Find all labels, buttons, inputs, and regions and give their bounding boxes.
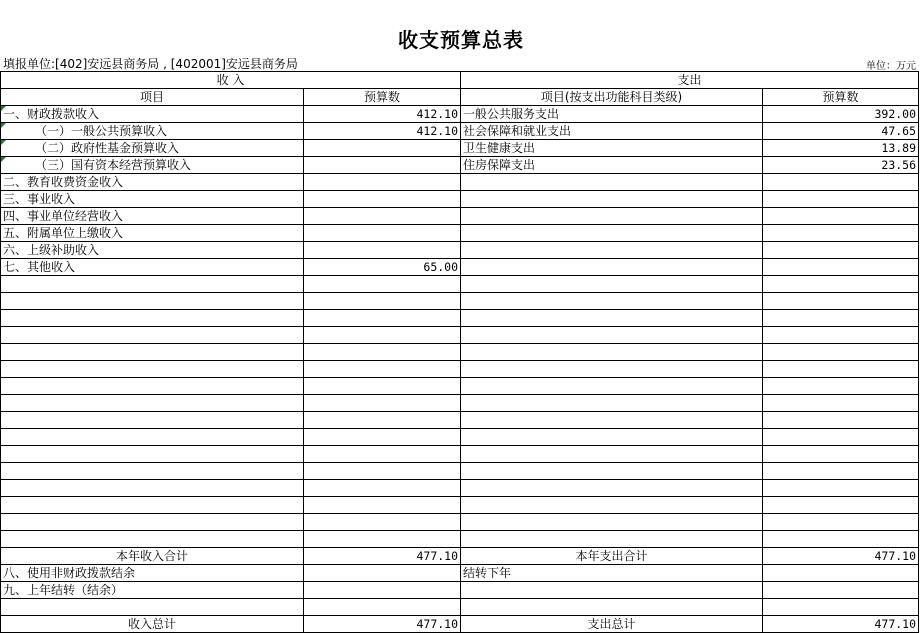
expense-amount-cell: [763, 174, 919, 191]
table-row: [1, 140, 919, 157]
empty-cell: [304, 293, 461, 310]
income-year-total-label: 本年收入合计: [1, 548, 304, 565]
empty-row: [1, 429, 919, 446]
empty-cell: [304, 310, 461, 327]
expense-item-cell: [461, 174, 763, 191]
empty-cell: [461, 327, 763, 344]
table-row: [1, 225, 919, 242]
empty-row: [1, 310, 919, 327]
income-item-cell: 三、事业收入: [1, 191, 304, 208]
page-title: 收支预算总表: [398, 28, 524, 52]
empty-cell: [461, 293, 763, 310]
empty-cell: [763, 344, 919, 361]
empty-cell: [304, 514, 461, 531]
empty-cell: [1, 293, 304, 310]
summary-row: [1, 599, 919, 616]
currency-unit: 单位：万元: [866, 61, 916, 72]
empty-cell: [763, 497, 919, 514]
empty-cell: [461, 344, 763, 361]
empty-cell: [763, 395, 919, 412]
empty-cell: [763, 514, 919, 531]
empty-cell: [304, 480, 461, 497]
income-amount-cell: 412.10: [304, 106, 461, 123]
income-amount-cell: [304, 208, 461, 225]
table-row: [1, 191, 919, 208]
expense-amount-cell: 392.00: [763, 106, 919, 123]
empty-cell: [461, 582, 763, 599]
empty-row: [1, 412, 919, 429]
empty-cell: [1, 378, 304, 395]
empty-cell: [763, 378, 919, 395]
summary-row: [1, 565, 919, 582]
empty-cell: [763, 446, 919, 463]
empty-cell: [304, 395, 461, 412]
expense-item-cell: [461, 259, 763, 276]
empty-cell: [304, 412, 461, 429]
empty-row: [1, 378, 919, 395]
empty-cell: [304, 344, 461, 361]
empty-cell: [763, 276, 919, 293]
empty-row: [1, 497, 919, 514]
income-item-cell: 七、其他收入: [1, 259, 304, 276]
empty-cell: [763, 361, 919, 378]
empty-row: [1, 327, 919, 344]
empty-row: [1, 344, 919, 361]
table-row: [1, 106, 919, 123]
expense-amount-cell: [763, 225, 919, 242]
income-amount-cell: [304, 242, 461, 259]
expense-item-cell: 卫生健康支出: [461, 140, 763, 157]
empty-cell: [304, 327, 461, 344]
empty-cell: [304, 446, 461, 463]
table-row: [1, 208, 919, 225]
empty-row: [1, 531, 919, 548]
expense-header: 支出: [461, 72, 919, 89]
empty-cell: [461, 480, 763, 497]
empty-cell: [461, 361, 763, 378]
expense-item-header: 项目(按支出功能科目类级): [461, 89, 763, 106]
empty-cell: [461, 514, 763, 531]
empty-cell: [763, 310, 919, 327]
empty-cell: [461, 429, 763, 446]
expense-item-cell: [461, 242, 763, 259]
expense-year-total-amount: 477.10: [763, 548, 919, 565]
empty-cell: [763, 463, 919, 480]
income-item-cell: 一、财政拨款收入: [1, 106, 304, 123]
income-amount-cell: [304, 157, 461, 174]
summary-row: [1, 582, 919, 599]
empty-cell: [1, 429, 304, 446]
expense-item-cell: [461, 208, 763, 225]
empty-cell: [304, 276, 461, 293]
expense-amount-cell: [763, 242, 919, 259]
expense-item-cell: 住房保障支出: [461, 157, 763, 174]
empty-cell: [763, 293, 919, 310]
income-item-cell: （二）政府性基金预算收入: [1, 140, 304, 157]
table-row: [1, 242, 919, 259]
carry-8-label: 八、使用非财政拨款结余: [1, 565, 304, 582]
empty-cell: [1, 344, 304, 361]
income-amount-cell: 412.10: [304, 123, 461, 140]
carry-next-label: 结转下年: [461, 565, 763, 582]
income-grand-total-label: 收入总计: [1, 616, 304, 633]
empty-cell: [1, 446, 304, 463]
carry-8-amount: [304, 565, 461, 582]
expense-item-cell: [461, 225, 763, 242]
expense-item-cell: 一般公共服务支出: [461, 106, 763, 123]
empty-cell: [763, 531, 919, 548]
empty-cell: [1, 412, 304, 429]
expense-amount-cell: 47.65: [763, 123, 919, 140]
summary-row: [1, 616, 919, 633]
expense-grand-total-label: 支出总计: [461, 616, 763, 633]
empty-cell: [461, 395, 763, 412]
carry-next-amount: [763, 565, 919, 582]
empty-cell: [1, 327, 304, 344]
expense-amount-cell: [763, 259, 919, 276]
empty-cell: [461, 276, 763, 293]
filler-unit: 填报单位:[402]安远县商务局 , [402001]安远县商务局: [3, 57, 298, 71]
income-year-total-amount: 477.10: [304, 548, 461, 565]
empty-cell: [1, 395, 304, 412]
empty-cell: [461, 446, 763, 463]
expense-amount-header: 预算数: [763, 89, 919, 106]
income-amount-cell: 65.00: [304, 259, 461, 276]
empty-cell: [1, 480, 304, 497]
column-header-row: [1, 89, 919, 106]
section-header-row: [1, 72, 919, 89]
empty-row: [1, 514, 919, 531]
expense-amount-cell: 23.56: [763, 157, 919, 174]
empty-cell: [763, 429, 919, 446]
carry-9-amount: [304, 582, 461, 599]
empty-cell: [1, 514, 304, 531]
empty-cell: [304, 463, 461, 480]
table-row: [1, 259, 919, 276]
empty-cell: [304, 361, 461, 378]
table-row: [1, 174, 919, 191]
expense-item-cell: 社会保障和就业支出: [461, 123, 763, 140]
empty-cell: [304, 599, 461, 616]
expense-grand-total-amount: 477.10: [763, 616, 919, 633]
empty-row: [1, 293, 919, 310]
empty-cell: [1, 599, 304, 616]
income-item-cell: 二、教育收费资金收入: [1, 174, 304, 191]
empty-row: [1, 463, 919, 480]
income-item-cell: 五、附属单位上缴收入: [1, 225, 304, 242]
income-item-header: 项目: [1, 89, 304, 106]
summary-row: [1, 548, 919, 565]
table-row: [1, 123, 919, 140]
carry-9-label: 九、上年结转（结余）: [1, 582, 304, 599]
empty-cell: [763, 599, 919, 616]
empty-row: [1, 395, 919, 412]
empty-cell: [763, 480, 919, 497]
empty-cell: [304, 378, 461, 395]
empty-cell: [763, 582, 919, 599]
empty-cell: [763, 412, 919, 429]
income-item-cell: （三）国有资本经营预算收入: [1, 157, 304, 174]
empty-cell: [461, 310, 763, 327]
empty-row: [1, 276, 919, 293]
empty-row: [1, 480, 919, 497]
income-item-cell: 六、上级补助收入: [1, 242, 304, 259]
income-grand-total-amount: 477.10: [304, 616, 461, 633]
empty-cell: [461, 412, 763, 429]
empty-cell: [1, 361, 304, 378]
empty-cell: [763, 327, 919, 344]
empty-cell: [461, 378, 763, 395]
empty-cell: [461, 463, 763, 480]
expense-amount-cell: [763, 191, 919, 208]
budget-table: [0, 71, 919, 633]
empty-cell: [1, 531, 304, 548]
empty-cell: [461, 599, 763, 616]
expense-item-cell: [461, 191, 763, 208]
empty-cell: [1, 463, 304, 480]
income-amount-cell: [304, 191, 461, 208]
income-amount-cell: [304, 225, 461, 242]
expense-amount-cell: 13.89: [763, 140, 919, 157]
income-item-cell: （一）一般公共预算收入: [1, 123, 304, 140]
income-amount-cell: [304, 140, 461, 157]
table-row: [1, 157, 919, 174]
empty-cell: [304, 429, 461, 446]
empty-cell: [1, 276, 304, 293]
income-item-cell: 四、事业单位经营收入: [1, 208, 304, 225]
empty-cell: [304, 531, 461, 548]
income-amount-cell: [304, 174, 461, 191]
expense-year-total-label: 本年支出合计: [461, 548, 763, 565]
empty-cell: [1, 310, 304, 327]
empty-row: [1, 446, 919, 463]
income-amount-header: 预算数: [304, 89, 461, 106]
empty-cell: [304, 497, 461, 514]
empty-cell: [461, 497, 763, 514]
empty-cell: [461, 531, 763, 548]
empty-row: [1, 361, 919, 378]
empty-cell: [1, 497, 304, 514]
expense-amount-cell: [763, 208, 919, 225]
income-header: 收 入: [1, 72, 461, 89]
